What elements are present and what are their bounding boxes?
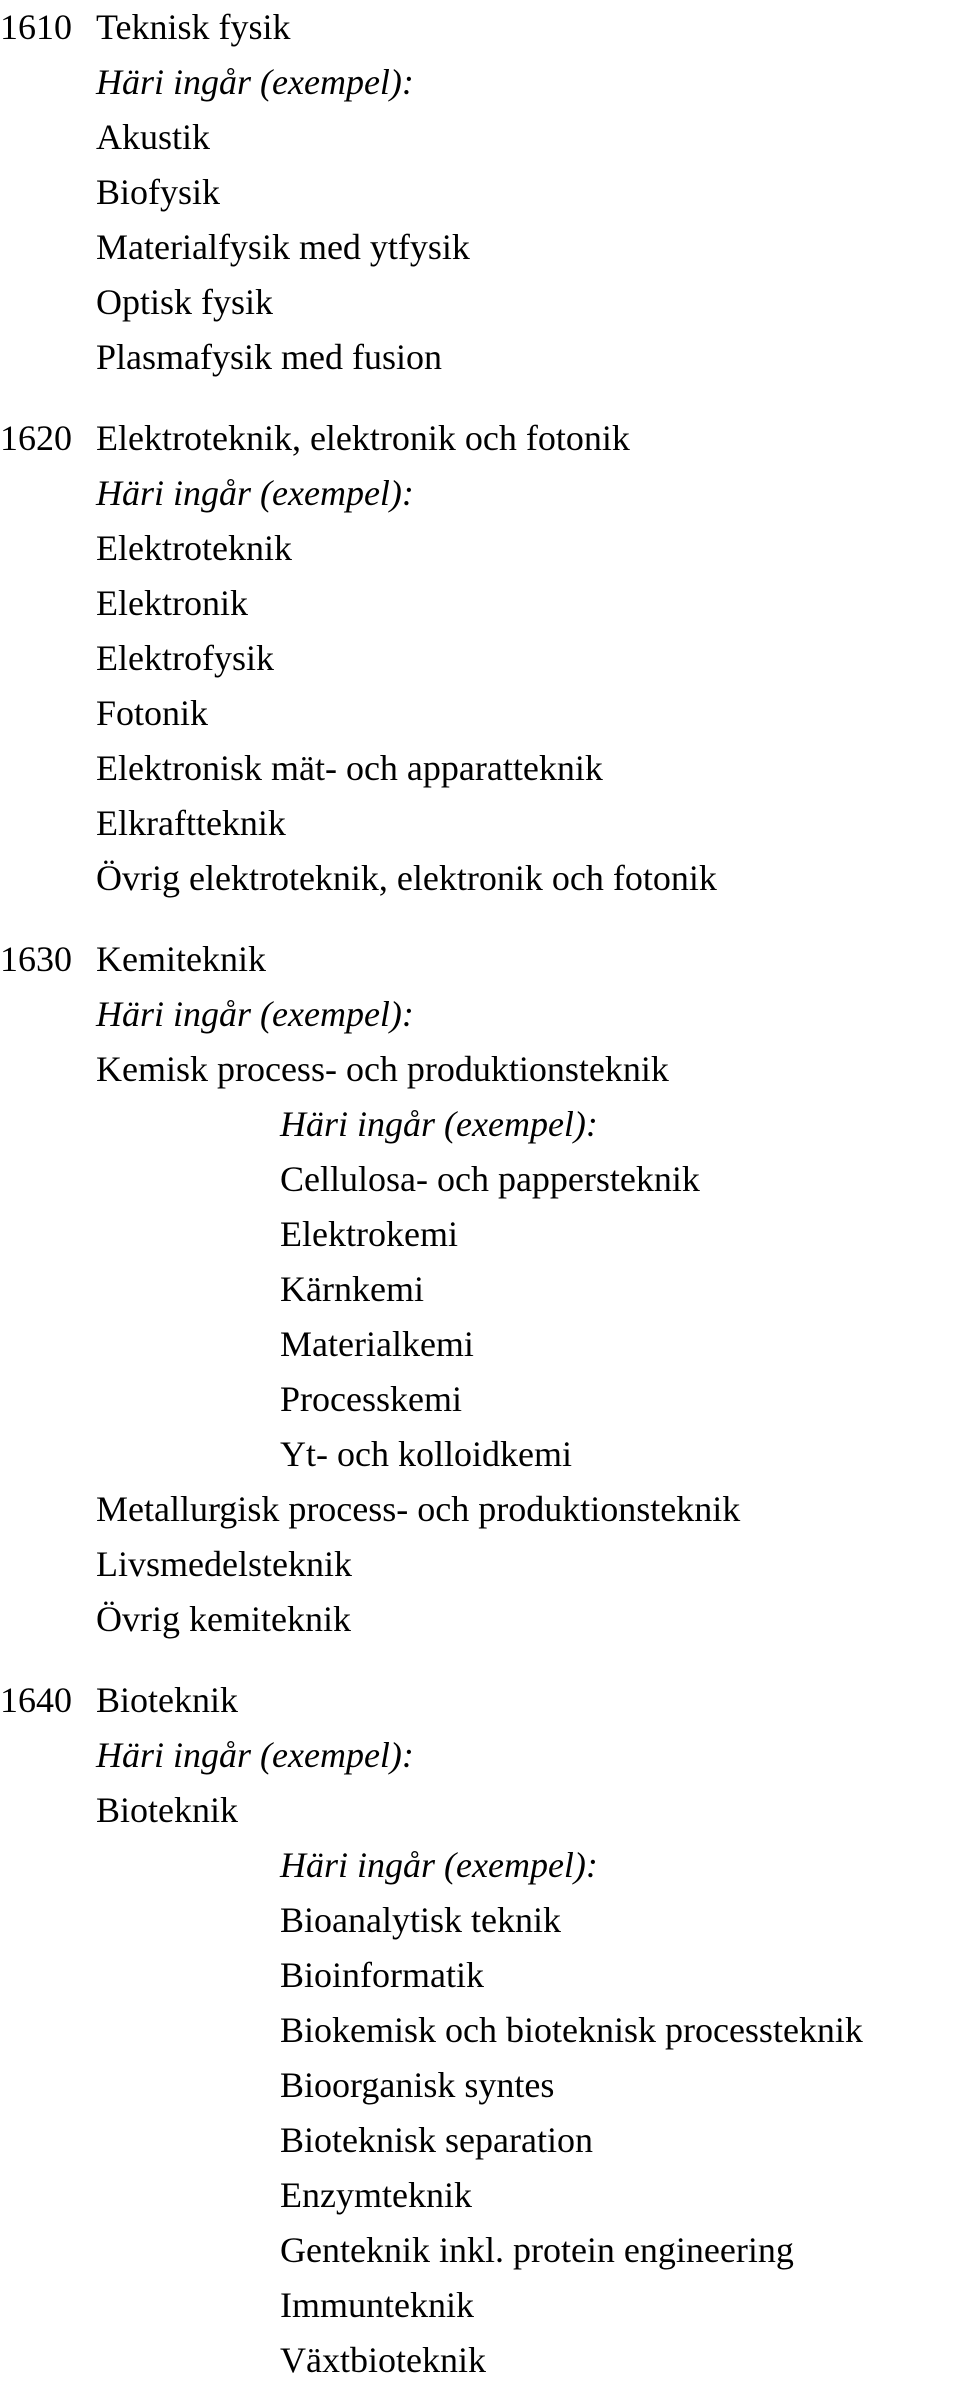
list-item: Plasmafysik med fusion <box>96 337 442 377</box>
section-title: Bioteknik <box>96 1680 238 1720</box>
section-title: Kemiteknik <box>96 939 266 979</box>
list-item: Livsmedelsteknik <box>96 1544 352 1584</box>
section-1620 <box>0 411 960 906</box>
sub-list-item: Processkemi <box>280 1379 462 1419</box>
list-item: Biofysik <box>96 172 221 212</box>
section-code: 1610 <box>0 7 72 47</box>
section-code: 1630 <box>0 939 72 979</box>
list-item: Optisk fysik <box>96 282 274 322</box>
list-item: Bioteknik <box>96 1790 238 1830</box>
sub-list-item: Biokemisk och bioteknisk processteknik <box>280 2010 863 2050</box>
section-heading <box>0 1673 960 1728</box>
list-item: Elektronik <box>96 583 248 623</box>
examples-label: Häri ingår (exempel): <box>96 62 414 102</box>
list-item: Övrig kemiteknik <box>96 1599 351 1639</box>
list-item: Övrig elektroteknik, elektronik och fotonik <box>96 858 717 898</box>
list-item: Elektroteknik <box>96 528 292 568</box>
sub-list-item: Bioteknisk separation <box>280 2120 593 2160</box>
sub-list-item: Bioinformatik <box>280 1955 484 1995</box>
sub-list-item: Bioorganisk syntes <box>280 2065 555 2105</box>
sub-list-item: Enzymteknik <box>280 2175 472 2215</box>
list-item: Elkraftteknik <box>96 803 286 843</box>
sub-examples-label: Häri ingår (exempel): <box>280 1845 598 1885</box>
sub-list-item: Yt- och kolloidkemi <box>280 1434 572 1474</box>
sub-examples-label: Häri ingår (exempel): <box>280 1104 598 1144</box>
list-item: Akustik <box>96 117 211 157</box>
section-1610 <box>0 0 960 385</box>
section-heading <box>0 411 960 466</box>
section-code: 1620 <box>0 418 72 458</box>
list-item: Materialfysik med ytfysik <box>96 227 470 267</box>
sub-list-item: Växtbioteknik <box>280 2340 486 2380</box>
examples-label: Häri ingår (exempel): <box>96 994 414 1034</box>
examples-label: Häri ingår (exempel): <box>96 1735 414 1775</box>
section-title: Elektroteknik, elektronik och fotonik <box>96 418 630 458</box>
section-1640 <box>0 1673 960 2388</box>
sub-list-item: Genteknik inkl. protein engineering <box>280 2230 794 2270</box>
sub-list-item: Immunteknik <box>280 2285 474 2325</box>
sub-list-item: Bioanalytisk teknik <box>280 1900 561 1940</box>
list-item: Fotonik <box>96 693 209 733</box>
list-item: Metallurgisk process- och produktionsteknik <box>96 1489 741 1529</box>
section-heading <box>0 0 960 55</box>
section-code: 1640 <box>0 1680 72 1720</box>
list-item: Elektronisk mät- och apparatteknik <box>96 748 603 788</box>
sub-list-item: Materialkemi <box>280 1324 474 1364</box>
section-1630 <box>0 932 960 1647</box>
section-heading <box>0 932 960 987</box>
examples-label: Häri ingår (exempel): <box>96 473 414 513</box>
section-title: Teknisk fysik <box>96 7 291 47</box>
list-item: Kemisk process- och produktionsteknik <box>96 1049 669 1089</box>
sub-list-item: Kärnkemi <box>280 1269 424 1309</box>
sub-list-item: Elektrokemi <box>280 1214 458 1254</box>
sub-list-item: Cellulosa- och pappersteknik <box>280 1159 700 1199</box>
list-item: Elektrofysik <box>96 638 274 678</box>
